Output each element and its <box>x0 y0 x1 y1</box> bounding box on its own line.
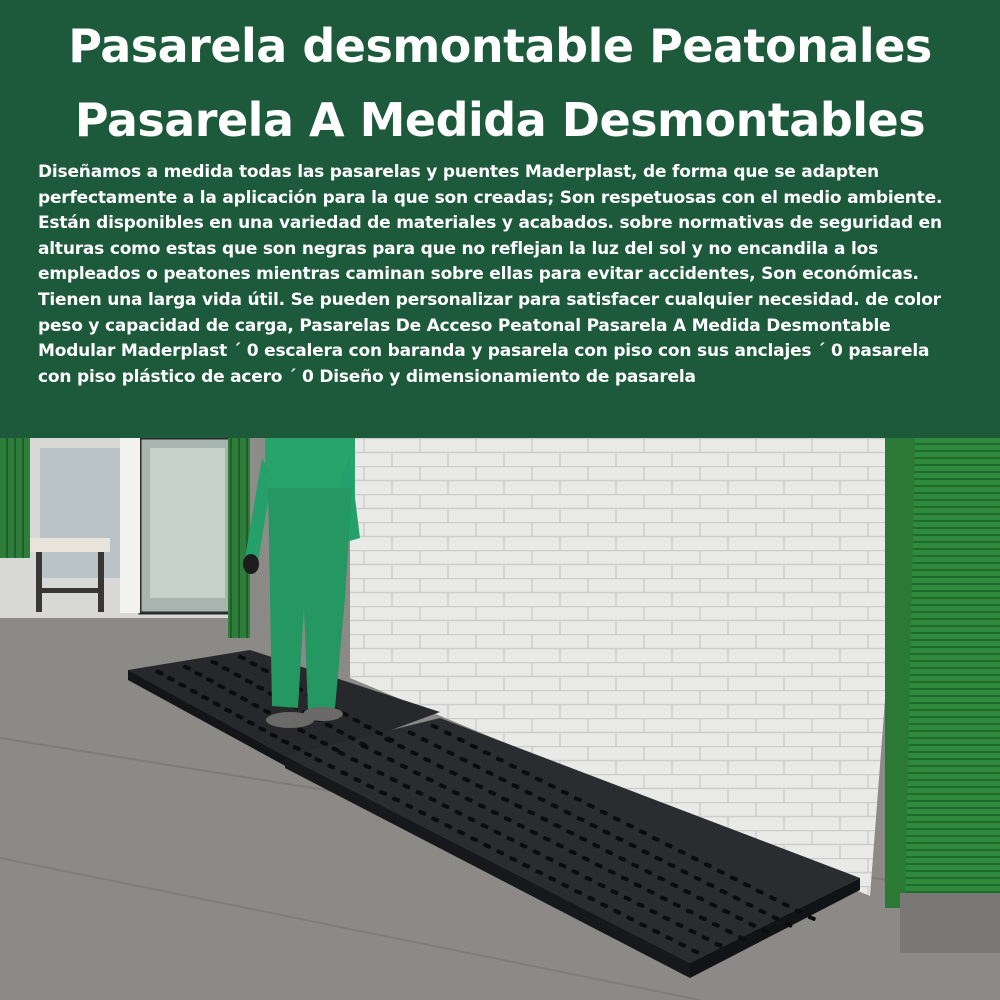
title-line-2: Pasarela A Medida Desmontables <box>74 93 926 147</box>
walkway-photo-illustration <box>0 438 1000 1000</box>
walkway-photo <box>0 438 1000 1000</box>
description-block <box>0 152 1000 438</box>
description-text: Diseñamos a medida todas las pasarelas y puentes Maderplast, de forma que se adapten perfectamente a la aplicación para la que son creadas; Son respetuosas con el medio ambiente. Están disponibles en una variedad de materiales y acabados. sobre normativas de seguridad en alturas como estas que son negras para que no reflejan la luz del sol y no encandila a los empleados o peatones mientras caminan sobre ellas para evitar accidentes, Son económicas. Tienen una larga vida útil. Se pueden personalizar para satisfacer cualquier necesidad. de color peso y capacidad de carga, Pasarelas De Acceso Peatonal Pasarela A Medida Desmontable Modular Maderplast ´ 0 escalera con baranda y pasarela con piso con sus anclajes ´ 0 pasarela con piso plástico de acero ´ 0 Diseño y dimensionamiento de pasarela <box>38 162 943 387</box>
title-line-1: Pasarela desmontable Peatonales <box>68 19 932 73</box>
green-shutter <box>905 438 1000 938</box>
title-banner <box>0 0 1000 152</box>
cart <box>30 538 110 552</box>
